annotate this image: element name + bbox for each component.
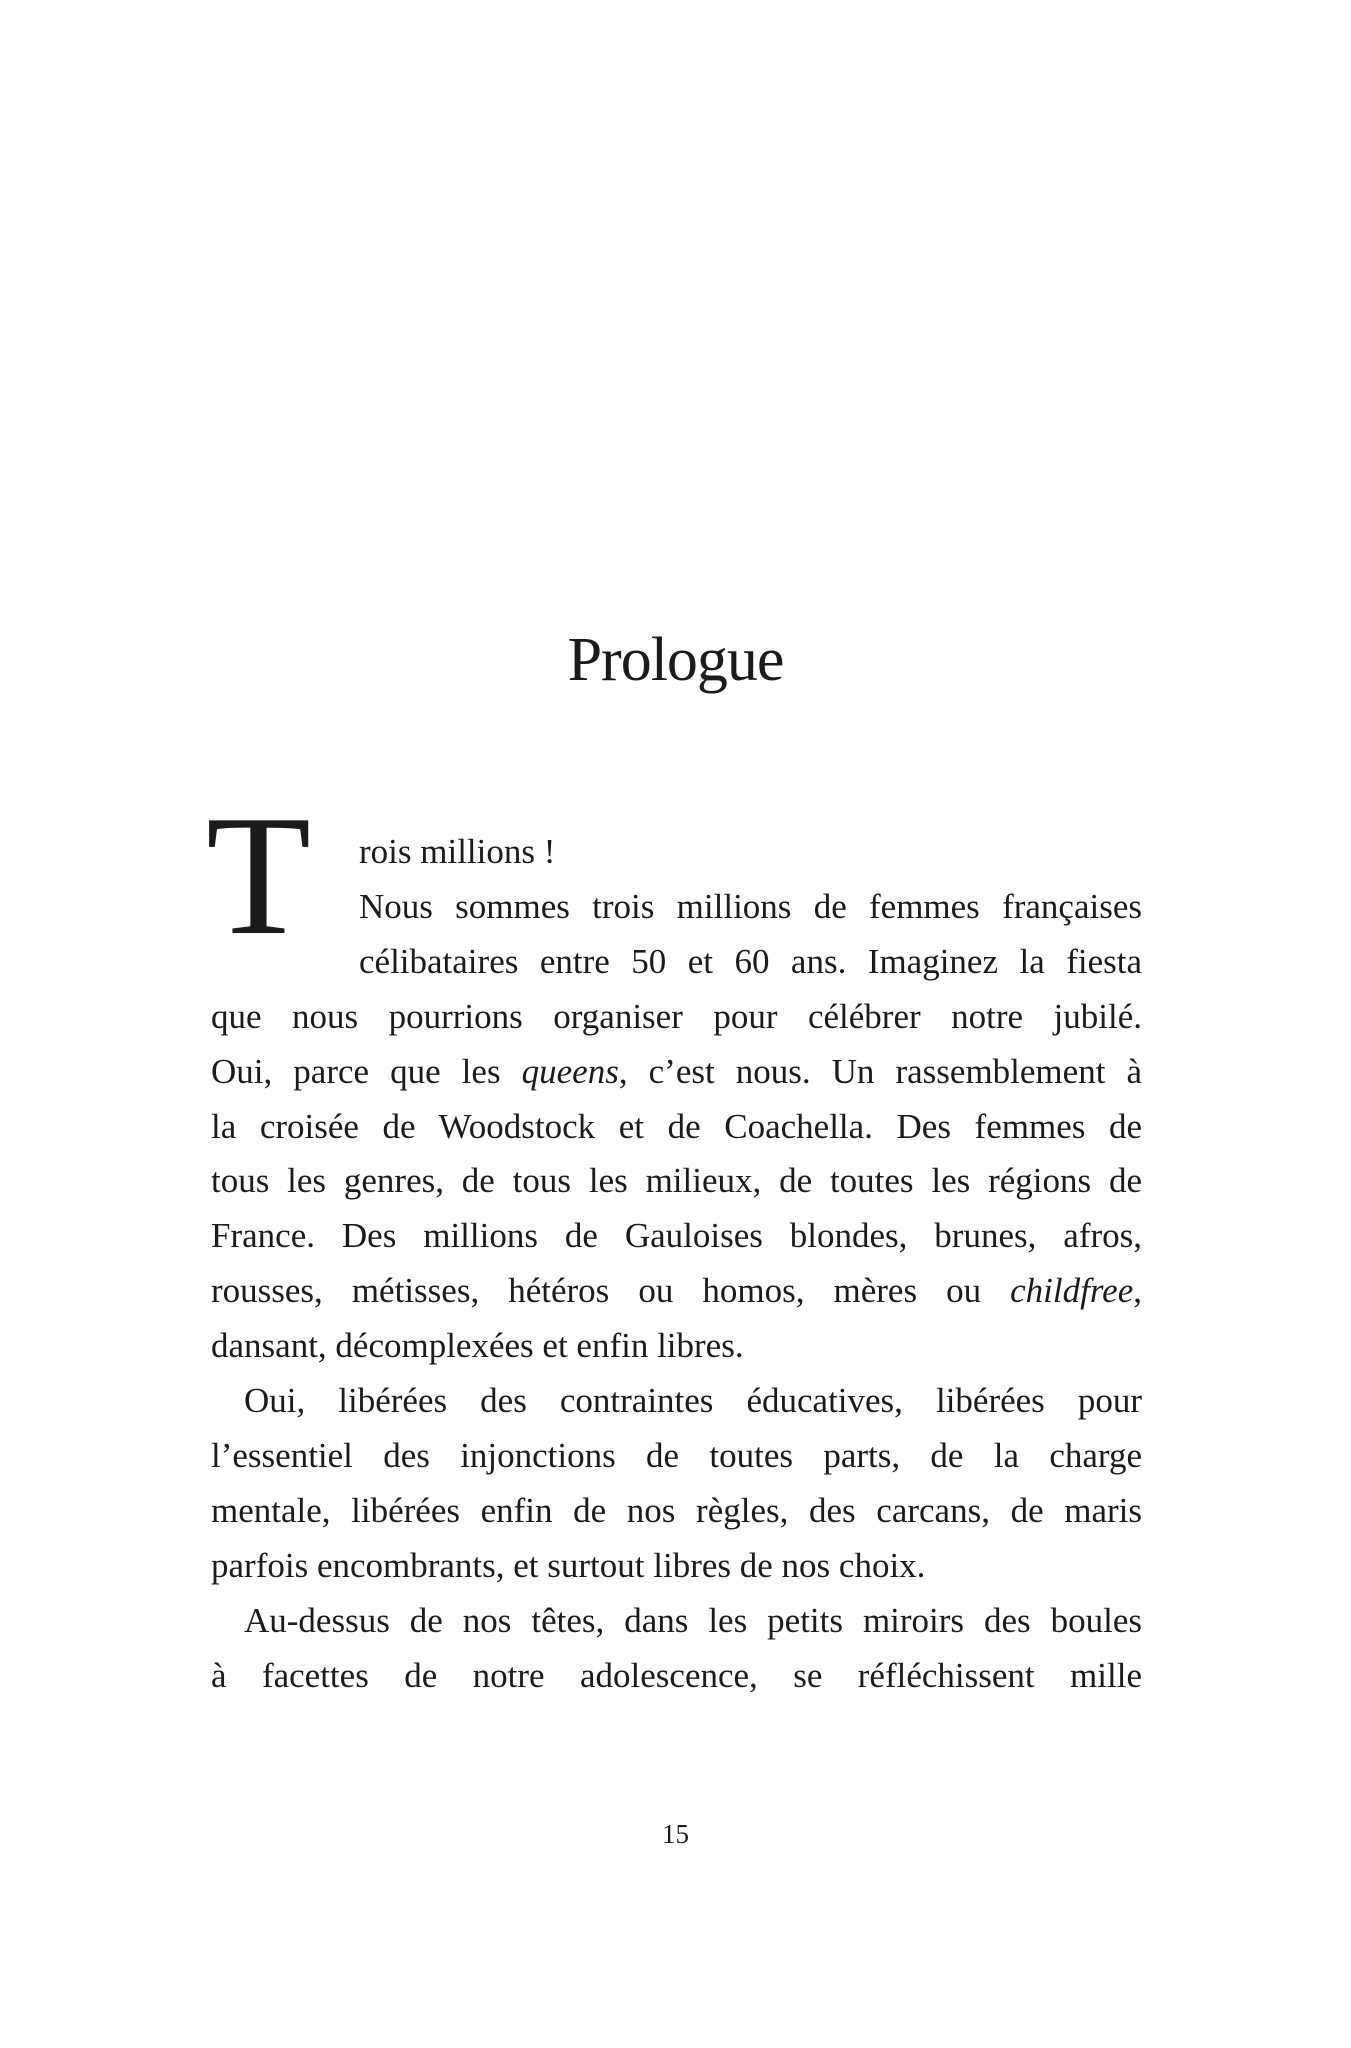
text-line [359, 934, 1142, 989]
text-segment: la croisée de Woodstock et de Coachella. Des femmes de [211, 1106, 1142, 1146]
text-line [244, 1593, 1142, 1648]
text-line [211, 1263, 1142, 1318]
text-line [211, 1538, 1142, 1593]
text-line [211, 1044, 1142, 1099]
text-line [359, 824, 1142, 879]
text-segment: Nous sommes trois millions de femmes françaises [359, 886, 1142, 926]
text-line [359, 879, 1142, 934]
text-segment: Au-dessus de nos têtes, dans les petits miroirs des boules [244, 1600, 1142, 1640]
text-segment: que nous pourrions organiser pour célébrer notre jubilé. [211, 996, 1142, 1036]
text-segment: rousses, métisses, hétéros ou homos, mères ou [211, 1271, 1011, 1311]
text-line [211, 989, 1142, 1044]
text-line [211, 1428, 1142, 1483]
text-segment: mentale, libérées enfin de nos règles, des carcans, de maris [211, 1490, 1142, 1530]
text-segment: l’essentiel des injonctions de toutes parts, de la charge [211, 1435, 1142, 1475]
text-segment: dansant, décomplexées et enfin libres. [211, 1326, 744, 1366]
text-segment: , [1133, 1271, 1142, 1311]
text-segment: parfois encombrants, et surtout libres de nos choix. [211, 1545, 926, 1585]
text-line [244, 1373, 1142, 1428]
text-segment: Oui, parce que les [211, 1051, 522, 1091]
text-segment: tous les genres, de tous les milieux, de toutes les régions de [211, 1161, 1142, 1201]
text-line [211, 1483, 1142, 1538]
text-segment: à facettes de notre adolescence, se réfléchissent mille [211, 1655, 1142, 1695]
chapter-title: Prologue [567, 626, 784, 694]
text-line [211, 1099, 1142, 1154]
text-segment: rois millions ! [359, 832, 556, 871]
text-line [211, 1648, 1142, 1703]
text-segment: célibataires entre 50 et 60 ans. Imaginez la fiesta [359, 941, 1142, 981]
text-line [211, 1208, 1142, 1263]
text-line [211, 1318, 1142, 1373]
italic-text: childfree [1010, 1271, 1134, 1311]
italic-text: queens [521, 1051, 619, 1091]
text-segment: Oui, libérées des contraintes éducatives, libérées pour [244, 1381, 1142, 1420]
drop-cap: T [206, 781, 312, 971]
page-number: 15 [662, 1819, 689, 1849]
text-segment: , c’est nous. Un rassemblement à [618, 1051, 1142, 1091]
text-segment: France. Des millions de Gauloises blondes, brunes, afros, [211, 1216, 1142, 1256]
text-line [211, 1153, 1142, 1208]
